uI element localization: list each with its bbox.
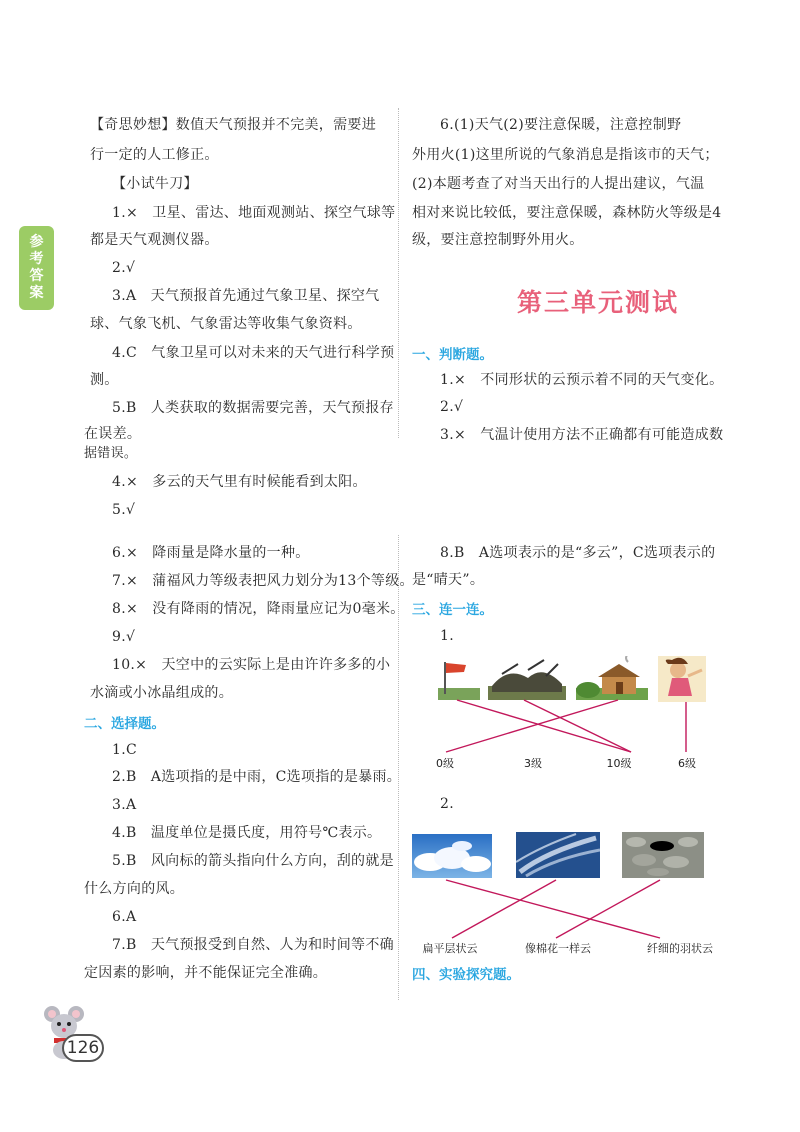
right-text-line: 1.	[440, 628, 454, 644]
left-text-line: 2.√	[112, 260, 136, 276]
cirrus-cloud-picture	[516, 832, 600, 878]
column-divider	[398, 108, 399, 438]
page-number: 126	[62, 1034, 104, 1062]
left-text-line: 什么方向的风。	[84, 881, 185, 897]
left-text-line: 1.C	[112, 742, 137, 758]
section-heading: 三、连一连。	[412, 602, 493, 618]
cloud-type-label: 纤细的羽状云	[647, 942, 713, 955]
left-text-line: 10.× 天空中的云实际上是由许许多多的小	[112, 657, 391, 673]
section-heading: 一、判断题。	[412, 347, 493, 363]
right-text-line: 8.B A选项表示的是“多云”，C选项表示的	[440, 545, 716, 561]
right-text-line: 3.× 气温计使用方法不正确都有可能造成数	[440, 427, 724, 443]
answer-key-tab-label: 参考答案	[29, 234, 44, 301]
hurricane-picture	[488, 656, 566, 700]
left-text-line: 据错误。	[84, 446, 138, 461]
wind-level-label: 0级	[436, 757, 454, 770]
match-line	[556, 880, 660, 938]
left-text-line: 5.B 人类获取的数据需要完善，天气预报存	[112, 400, 394, 416]
right-text-line: 外用火(1)这里所说的气象消息是指该市的天气；	[412, 147, 719, 163]
right-text-line: 相对来说比较低，要注意保暖，森林防火等级是4	[412, 205, 722, 221]
left-text-line: 3.A	[112, 797, 137, 813]
left-text-line: 1.× 卫星、雷达、地面观测站、探空气球等	[112, 205, 396, 221]
left-text-line: 7.B 天气预报受到自然、人为和时间等不确	[112, 937, 394, 953]
left-text-line: 2.B A选项指的是中雨，C选项指的是暴雨。	[112, 769, 402, 785]
left-text-line: 【奇思妙想】数值天气预报并不完美，需要进	[90, 117, 376, 133]
strong-wind-girl-picture	[658, 656, 706, 702]
left-text-line: 4.B 温度单位是摄氏度，用符号℃表示。	[112, 825, 382, 841]
wind-level-label: 3级	[524, 757, 542, 770]
section-heading: 二、选择题。	[84, 716, 165, 732]
match-line	[457, 700, 631, 752]
cloud-type-label: 像棉花一样云	[525, 942, 591, 955]
section-heading: 四、实验探究题。	[412, 967, 520, 983]
left-text-line: 5.√	[112, 502, 136, 518]
wind-level-label: 6级	[678, 757, 696, 770]
right-text-line: 级，要注意控制野外用火。	[412, 232, 584, 248]
flag-calm-picture	[438, 658, 480, 700]
right-text-line: 2.	[440, 796, 454, 812]
cloud-type-label: 扁平层状云	[422, 942, 478, 955]
left-text-line: 9.√	[112, 629, 136, 645]
match-line	[446, 700, 618, 752]
wind-level-label: 10级	[606, 757, 632, 770]
left-text-line: 测。	[90, 372, 119, 388]
unit-test-title: 第三单元测试	[516, 288, 679, 317]
right-text-line: 2.√	[440, 399, 464, 415]
left-text-line: 球、气象飞机、气象雷达等收集气象资料。	[90, 316, 362, 332]
match-line	[446, 880, 660, 938]
match-line	[524, 700, 631, 752]
right-text-line: 6.(1)天气(2)要注意保暖，注意控制野	[440, 117, 682, 133]
left-text-line: 8.× 没有降雨的情况，降雨量应记为0毫米。	[112, 601, 405, 617]
right-text-line: 是“晴天”。	[412, 572, 485, 588]
left-text-line: 4.× 多云的天气里有时候能看到太阳。	[112, 474, 367, 490]
stratus-cloud-picture	[622, 832, 704, 878]
left-text-line: 定因素的影响，并不能保证完全准确。	[84, 965, 328, 981]
left-text-line: 5.B 风向标的箭头指向什么方向，刮的就是	[112, 853, 394, 869]
left-text-line: 3.A 天气预报首先通过气象卫星、探空气	[112, 288, 380, 304]
right-text-line: (2)本题考查了对当天出行的人提出建议，气温	[412, 176, 705, 192]
left-text-line: 6.A	[112, 909, 137, 925]
answer-key-tab	[19, 226, 54, 310]
left-text-line: 【小试牛刀】	[112, 176, 198, 192]
left-text-line: 7.× 蒲福风力等级表把风力划分为13个等级。	[112, 573, 414, 589]
left-text-line: 水滴或小冰晶组成的。	[90, 685, 233, 701]
house-smoke-picture	[576, 656, 648, 700]
left-text-line: 4.C 气象卫星可以对未来的天气进行科学预	[112, 345, 395, 361]
left-text-line: 6.× 降雨量是降水量的一种。	[112, 545, 310, 561]
cotton-cloud-picture	[412, 834, 492, 878]
left-text-line: 都是天气观测仪器。	[90, 232, 219, 248]
match-line	[452, 880, 556, 938]
right-text-line: 1.× 不同形状的云预示着不同的天气变化。	[440, 372, 724, 388]
left-text-line: 在误差。	[84, 426, 142, 442]
left-text-line: 行一定的人工修正。	[90, 147, 219, 163]
